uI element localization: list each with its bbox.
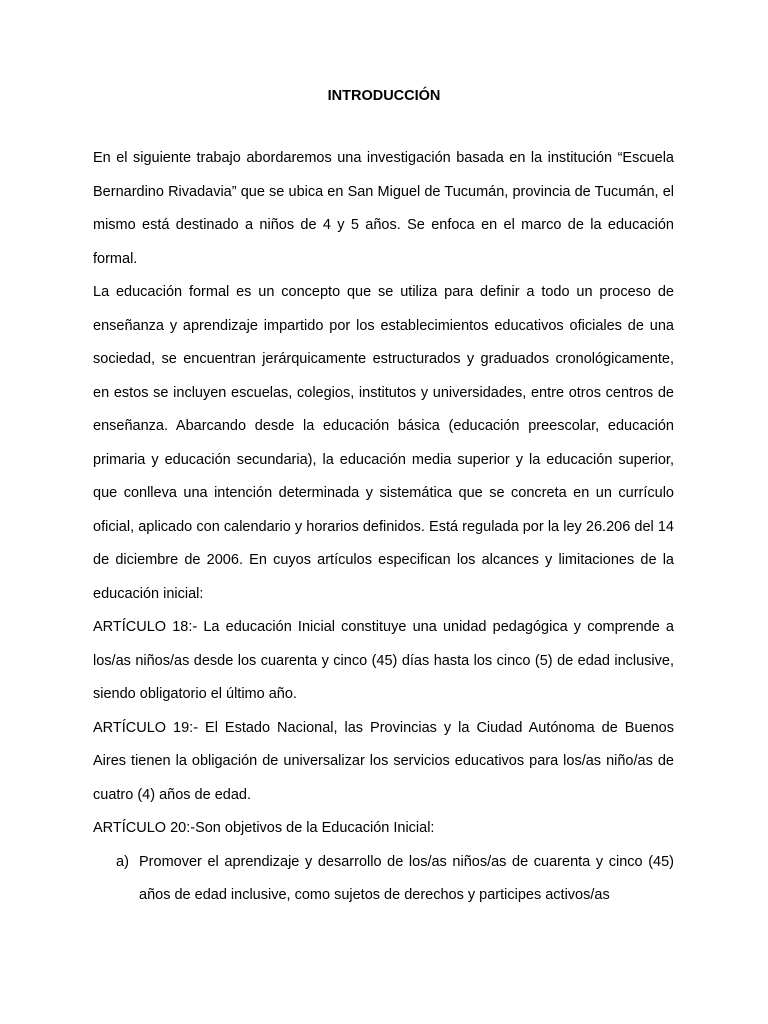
article-18-paragraph: ARTÍCULO 18:- La educación Inicial constituye una unidad pedagógica y comprende a los/as niños/as desde los cuarenta y cinco (45) días hasta los cinco (5) de edad inclusive, siendo obligatorio el último año. [93, 619, 674, 702]
list-item-text: Promover el aprendizaje y desarrollo de los/as niños/as de cuarenta y cinco (45) años de edad inclusive, como sujetos de derechos y participes activos/as [139, 853, 674, 903]
objectives-list [93, 846, 674, 913]
intro-paragraph: En el siguiente trabajo abordaremos una investigación basada en la institución “Escuela Bernardino Rivadavia” que se ubica en San Miguel de Tucumán, provincia de Tucumán, el mismo está destinado a niños de 4 y 5 años. Se enfoca en el marco de la educación formal. [93, 150, 674, 267]
formal-education-paragraph: La educación formal es un concepto que se utiliza para definir a todo un proceso de enseñanza y aprendizaje impartido por los establecimientos educativos oficiales de una sociedad, se encuentran jerárquicamente estructurados y graduados cronológicamente, en estos se incluyen escuelas, colegios, institutos y universidades, entre otros centros de enseñanza. Abarcando desde la educación básica (educación preescolar, educación primaria y educación secundaria), la educación media superior y la educación superior, que conlleva una intención determinada y sistemática que se concreta en un currículo oficial, aplicado con calendario y horarios definidos. Está regulada por la ley 26.206 del 14 de diciembre de 2006. En cuyos artículos especifican los alcances y limitaciones de la educación inicial: [93, 284, 674, 602]
list-item [93, 846, 674, 913]
list-item-marker: a) [116, 853, 129, 870]
document-body [93, 142, 674, 913]
article-20-paragraph: ARTÍCULO 20:-Son objetivos de la Educación Inicial: [93, 820, 435, 836]
document-title: INTRODUCCIÓN [327, 88, 441, 104]
article-19-paragraph: ARTÍCULO 19:- El Estado Nacional, las Provincias y la Ciudad Autónoma de Buenos Aires tienen la obligación de universalizar los servicios educativos para los/as niño/as de cuatro (4) años de edad. [93, 719, 674, 803]
